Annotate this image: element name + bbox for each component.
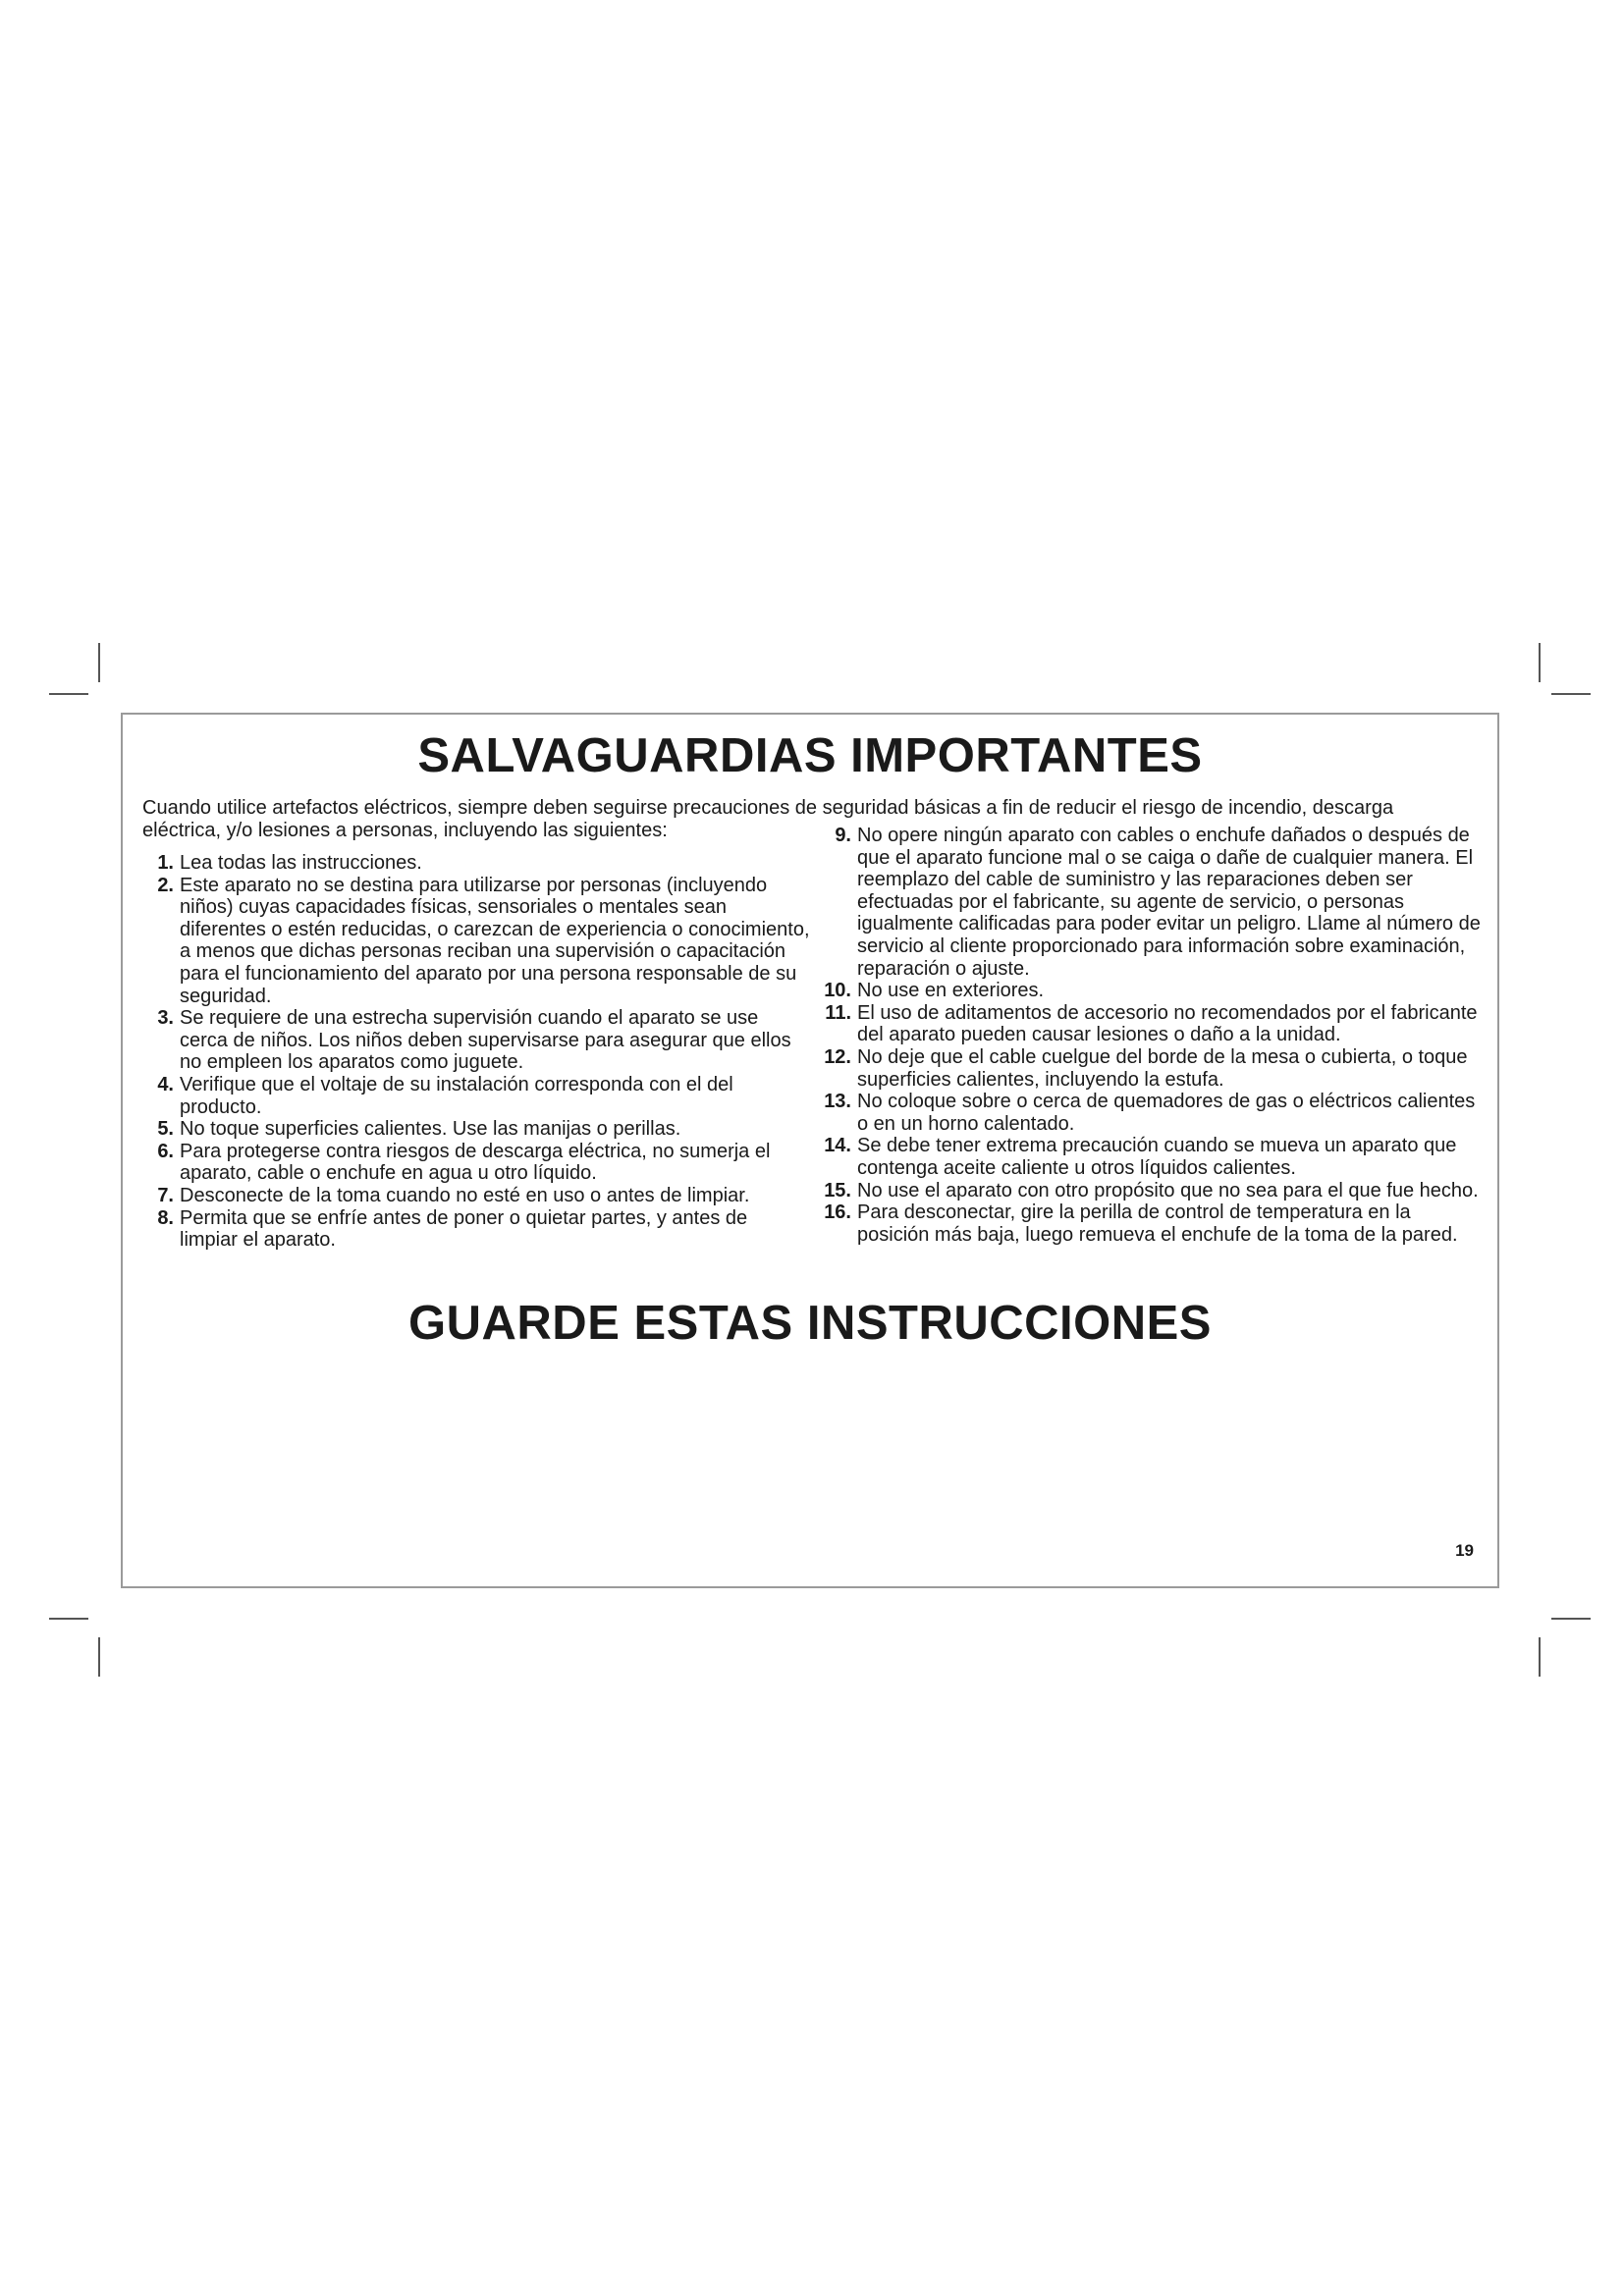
instruction-number: 10.	[824, 980, 851, 1002]
intro-paragraph: Cuando utilice artefactos eléctricos, siempre deben seguirse precauciones de seguridad básicas a fin de reducir el riesgo de incendio, descarga eléctrica, y/o lesiones a personas, incluyendo las siguientes:	[142, 797, 1394, 841]
instruction-number: 15.	[824, 1179, 851, 1201]
instruction-item	[142, 1007, 820, 1074]
crop-mark	[1539, 1637, 1541, 1677]
instruction-text: Se debe tener extrema precaución cuando se mueva un aparato que contenga aceite caliente u otros líquidos calientes.	[857, 1135, 1457, 1179]
instruction-number: 14.	[824, 1135, 851, 1157]
instruction-item	[142, 1207, 820, 1252]
instruction-text: No use en exteriores.	[857, 980, 1045, 1002]
instruction-item	[820, 1046, 1497, 1091]
instruction-text: No deje que el cable cuelgue del borde de la mesa o cubierta, o toque superficies calientes, incluyendo la estufa.	[857, 1045, 1468, 1091]
instruction-text: Este aparato no se destina para utilizarse por personas (incluyendo niños) cuyas capacidades físicas, sensoriales o mentales sean diferentes o estén reducidas, o carezcan de experiencia o conocimiento, a menos que dichas personas reciban una supervisión o capacitación para el funcionamiento del aparato por una persona responsable de su seguridad.	[180, 874, 810, 1007]
instruction-item	[142, 852, 820, 875]
instruction-item	[142, 1141, 820, 1185]
crop-mark	[49, 1618, 88, 1620]
instruction-text: Verifique que el voltaje de su instalación corresponda con el del producto.	[180, 1073, 733, 1118]
crop-mark	[1551, 1618, 1591, 1620]
left-instructions-list	[142, 852, 820, 1252]
instruction-number: 3.	[157, 1007, 174, 1030]
instruction-number: 13.	[824, 1091, 851, 1113]
instruction-item	[820, 1135, 1497, 1179]
instruction-text: Lea todas las instrucciones.	[180, 852, 422, 874]
instruction-text: Desconecte de la toma cuando no esté en uso o antes de limpiar.	[180, 1184, 750, 1206]
right-instructions-list	[820, 825, 1497, 1246]
instruction-item	[820, 1201, 1497, 1246]
instruction-number: 9.	[835, 825, 851, 846]
instruction-item	[142, 1185, 820, 1207]
instruction-text: Se requiere de una estrecha supervisión cuando el aparato se use cerca de niños. Los niños deben supervisarse para asegurar que ellos no empleen los aparatos como juguete.	[180, 1007, 791, 1074]
crop-mark	[98, 643, 100, 682]
page-number: 19	[1455, 1541, 1474, 1560]
instruction-number: 7.	[157, 1184, 174, 1206]
instruction-number: 8.	[157, 1206, 174, 1229]
instruction-item	[142, 1074, 820, 1118]
instruction-number: 16.	[824, 1201, 851, 1224]
footer-title: GUARDE ESTAS INSTRUCCIONES	[408, 1297, 1212, 1350]
crop-mark	[1551, 693, 1591, 695]
instruction-text: Para protegerse contra riesgos de descarga eléctrica, no sumerja el aparato, cable o enchufe en agua u otro líquido.	[180, 1140, 771, 1185]
instruction-text: No opere ningún aparato con cables o enchufe dañados o después de que el aparato funcione mal o se caiga o dañe de cualquier manera. El reemplazo del cable de suministro y las reparaciones deben ser efectuadas por el fabricante, su agente de servicio, o personas igualmente calificadas para poder evitar un peligro. Llame al número de servicio al cliente proporcionado para información sobre examinación, reparación o ajuste.	[857, 825, 1481, 980]
crop-mark	[49, 693, 88, 695]
instruction-item	[820, 1180, 1497, 1202]
page-title: SALVAGUARDIAS IMPORTANTES	[417, 729, 1203, 782]
safeguards-panel	[121, 713, 1499, 1588]
instruction-item	[820, 825, 1497, 980]
instruction-text: No use el aparato con otro propósito que no sea para el que fue hecho.	[857, 1179, 1479, 1201]
instruction-item	[142, 875, 820, 1008]
instruction-text: Para desconectar, gire la perilla de control de temperatura en la posición más baja, luego remueva el enchufe de la toma de la pared.	[857, 1201, 1458, 1246]
instruction-number: 5.	[157, 1118, 174, 1141]
instruction-text: No coloque sobre o cerca de quemadores de gas o eléctricos calientes o en un horno calentado.	[857, 1091, 1476, 1135]
instruction-item	[820, 1091, 1497, 1135]
instruction-number: 2.	[157, 874, 174, 896]
instruction-text: No toque superficies calientes. Use las manijas o perillas.	[180, 1118, 681, 1141]
crop-mark	[98, 1637, 100, 1677]
instruction-number: 6.	[157, 1140, 174, 1162]
instruction-number: 1.	[157, 852, 174, 874]
instruction-number: 11.	[825, 1001, 851, 1024]
crop-mark	[1539, 643, 1541, 682]
instruction-number: 4.	[157, 1073, 174, 1095]
instruction-number: 12.	[824, 1045, 851, 1068]
instruction-item	[820, 1002, 1497, 1046]
instruction-item	[820, 980, 1497, 1002]
instruction-text: Permita que se enfríe antes de poner o quietar partes, y antes de limpiar el aparato.	[180, 1206, 748, 1252]
instruction-text: El uso de aditamentos de accesorio no recomendados por el fabricante del aparato pueden causar lesiones o daño a la unidad.	[857, 1001, 1478, 1046]
instruction-item	[142, 1118, 820, 1141]
